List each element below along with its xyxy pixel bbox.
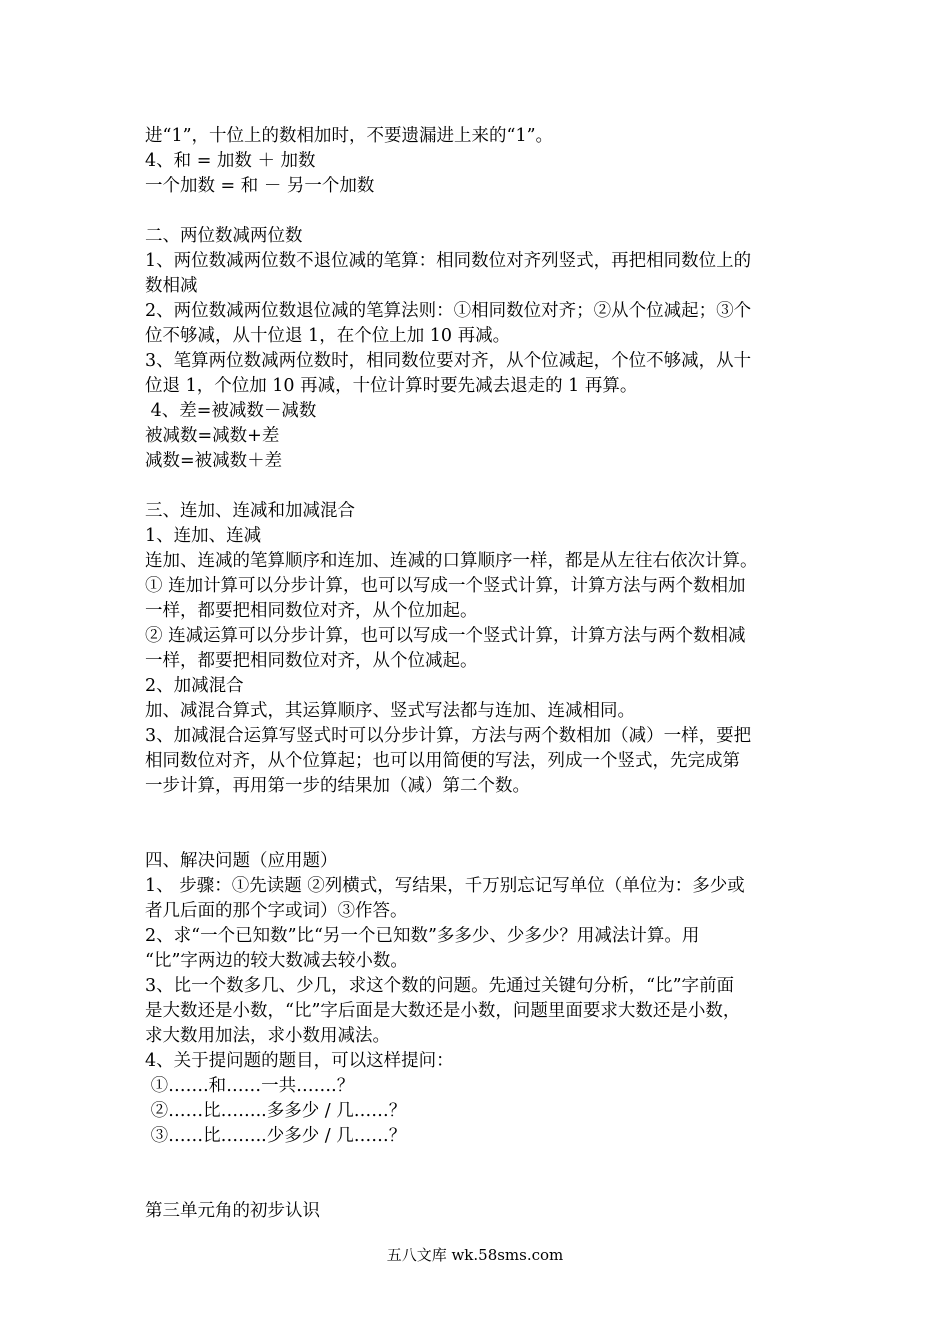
text-line: 一步计算，再用第一步的结果加（减）第二个数。 <box>145 776 530 796</box>
text-line: 4、和 = 加数 ＋ 加数 <box>145 151 316 171</box>
intro-block <box>145 124 815 199</box>
text-line: 一样，都要把相同数位对齐，从个位加起。 <box>145 601 478 621</box>
text-line: ② 连减运算可以分步计算，也可以写成一个竖式计算，计算方法与两个数相减 <box>145 626 746 646</box>
section-heading: 四、解决问题（应用题） <box>145 851 338 871</box>
text-line: 被减数=减数+差 <box>145 426 280 446</box>
section-subtraction <box>145 224 815 474</box>
text-line: 位退 1，个位加 10 再减，十位计算时要先减去退走的 1 再算。 <box>145 376 638 396</box>
text-line: ① 连加计算可以分步计算，也可以写成一个竖式计算，计算方法与两个数相加 <box>145 576 746 596</box>
text-line: 2、加减混合 <box>145 676 244 696</box>
text-line: 一样，都要把相同数位对齐，从个位减起。 <box>145 651 478 671</box>
text-line: ③……比……..少多少 / 几……？ <box>145 1126 407 1146</box>
paragraph-gap <box>145 199 815 224</box>
text-line: 数相减 <box>145 276 198 296</box>
text-line: 2、两位数减两位数退位减的笔算法则：①相同数位对齐；②从个位减起；③个 <box>145 301 752 321</box>
text-line: 3、加减混合运算写竖式时可以分步计算，方法与两个数相加（减）一样，要把 <box>145 726 752 746</box>
paragraph-gap <box>145 1149 815 1199</box>
footer-watermark: 五八文库 wk.58sms.com <box>386 1246 564 1264</box>
text-line: 是大数还是小数，“比”字后面是大数还是小数，问题里面要求大数还是小数， <box>145 1001 741 1021</box>
paragraph-gap <box>145 474 815 499</box>
text-line: 1、两位数减两位数不退位减的笔算：相同数位对齐列竖式，再把相同数位上的 <box>145 251 752 271</box>
text-line: 连加、连减的笔算顺序和连加、连减的口算顺序一样，都是从左往右依次计算。 <box>145 551 758 571</box>
paragraph-gap <box>145 799 815 849</box>
text-line: 者几后面的那个字或词）③作答。 <box>145 901 408 921</box>
text-line: 1、连加、连减 <box>145 526 262 546</box>
text-line: 减数=被减数＋差 <box>145 451 283 471</box>
text-line: 进“1”，十位上的数相加时，不要遗漏进上来的“1”。 <box>145 126 554 146</box>
text-line: 3、笔算两位数减两位数时，相同数位要对齐，从个位减起，个位不够减，从十 <box>145 351 752 371</box>
text-line: “比”字两边的较大数减去较小数。 <box>145 951 408 971</box>
text-line: 相同数位对齐，从个位算起；也可以用简便的写法，列成一个竖式，先完成第 <box>145 751 740 771</box>
text-line: 2、求“一个已知数”比“另一个已知数”多多少、少多少？用减法计算。用 <box>145 926 700 946</box>
text-line: 求大数用加法，求小数用减法。 <box>145 1026 390 1046</box>
text-line: 一个加数 = 和 － 另一个加数 <box>145 176 375 196</box>
text-line: ①…….和……一共…….？ <box>145 1076 355 1096</box>
text-line: 4、差=被减数－减数 <box>145 401 317 421</box>
section-word-problems <box>145 849 815 1149</box>
text-line: 1、 步骤：①先读题 ②列横式，写结果，千万别忘记写单位（单位为：多少或 <box>145 876 745 896</box>
document-body <box>145 124 815 1224</box>
text-line: 位不够减，从十位退 1，在个位上加 10 再减。 <box>145 326 511 346</box>
section-heading: 三、连加、连减和加减混合 <box>145 501 355 521</box>
text-line: 3、比一个数多几、少几，求这个数的问题。先通过关键句分析，“比”字前面 <box>145 976 735 996</box>
unit-heading: 第三单元角的初步认识 <box>145 1201 320 1221</box>
text-line: 加、减混合算式，其运算顺序、竖式写法都与连加、连减相同。 <box>145 701 635 721</box>
text-line: ②……比……..多多少 / 几……？ <box>145 1101 407 1121</box>
text-line: 4、关于提问题的题目，可以这样提问： <box>145 1051 454 1071</box>
section-heading: 二、两位数减两位数 <box>145 226 303 246</box>
section-mixed-operations <box>145 499 815 799</box>
